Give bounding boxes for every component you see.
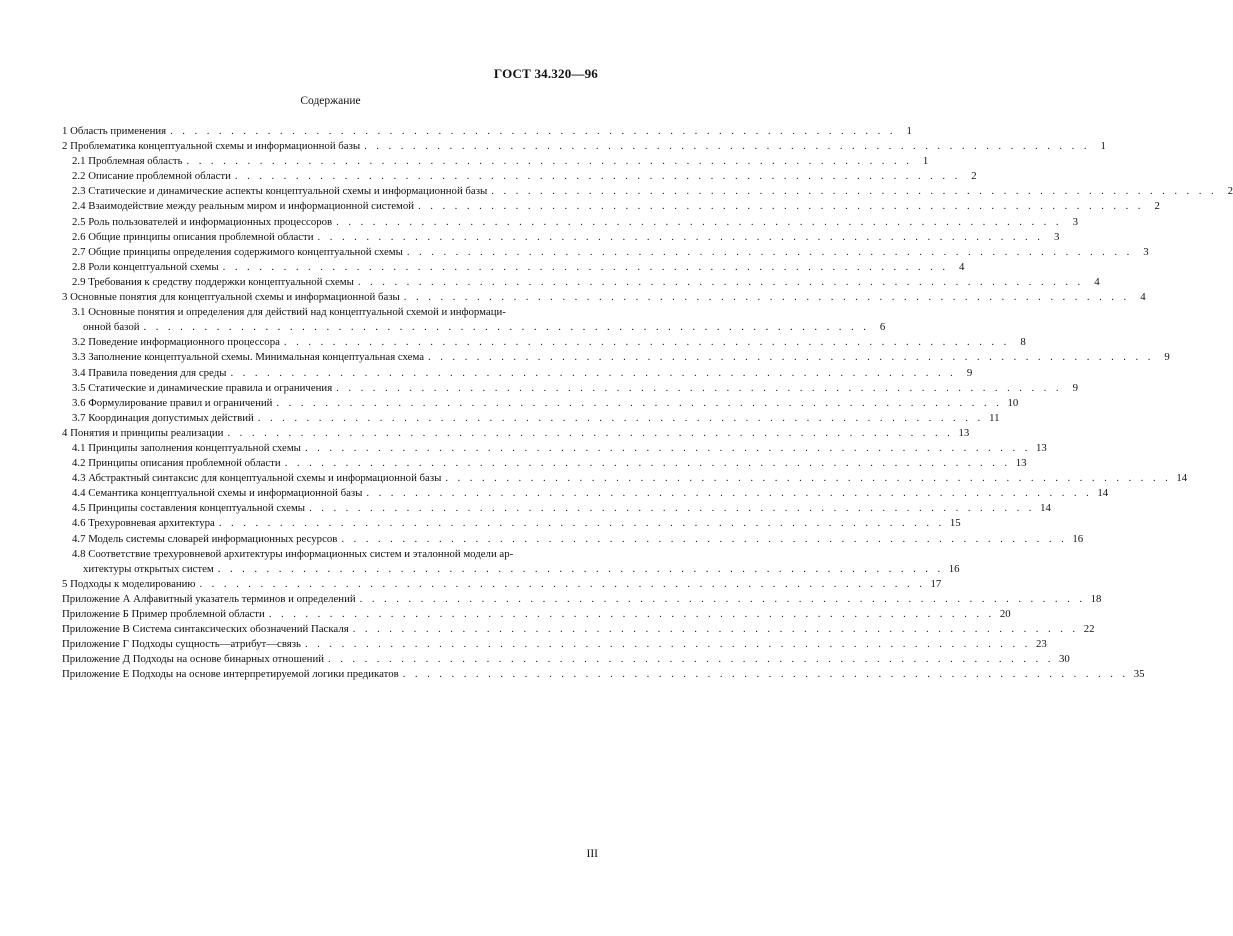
toc-entry-page: 1 xyxy=(1100,140,1106,153)
toc-entry xyxy=(62,124,912,139)
toc-entry xyxy=(62,215,1078,230)
dot-leader: . . . . . . . . . . . . . . . . . . . . . . . . . . . . . . . . . . . . . . . . . . . . . . . . . . . . . . . . . . . . xyxy=(230,366,957,379)
toc-entry-text: Приложение В Система синтаксических обозначений Паскаля xyxy=(62,623,349,636)
toc-entry-page: 3 xyxy=(1053,230,1060,243)
toc-entry xyxy=(62,396,1019,411)
toc-entry xyxy=(62,154,929,169)
toc-entry xyxy=(62,441,1047,456)
dot-leader: . . . . . . . . . . . . . . . . . . . . . . . . . . . . . . . . . . . . . . . . . . . . . . . . . . . . . . . . . . . . xyxy=(309,502,1035,515)
toc-entry xyxy=(62,184,1233,199)
toc-entry xyxy=(62,305,599,320)
toc-entry-text: 2.2 Описание проблемной области xyxy=(72,170,231,183)
toc-entry-page: 2 xyxy=(1227,185,1233,198)
toc-entry xyxy=(62,577,942,592)
toc-entry xyxy=(62,335,1026,350)
dot-leader: . . . . . . . . . . . . . . . . . . . . . . . . . . . . . . . . . . . . . . . . . . . . . . . . . . . . . . . . . . . . xyxy=(284,457,1011,470)
toc-entry xyxy=(62,260,965,275)
dot-leader: . . . . . . . . . . . . . . . . . . . . . . . . . . . . . . . . . . . . . . . . . . . . . . . . . . . . . . . . . . . . xyxy=(304,441,1031,454)
toc-entry-text: 2.3 Статические и динамические аспекты концептуальной схемы и информационной базы xyxy=(72,185,488,198)
toc-entry-page: 17 xyxy=(930,577,942,590)
toc-entry-page: 16 xyxy=(948,562,960,575)
toc-entry xyxy=(62,199,1160,214)
toc-entry-text: 2.4 Взаимодействие между реальным миром и информационной системой xyxy=(72,200,415,213)
dot-leader: . . . . . . . . . . . . . . . . . . . . . . . . . . . . . . . . . . . . . . . . . . . . . . . . . . . . . . . . . . . . xyxy=(317,230,1044,243)
dot-leader: . . . . . . . . . . . . . . . . . . . . . . . . . . . . . . . . . . . . . . . . . . . . . . . . . . . . . . . . . . . . xyxy=(364,140,1090,153)
toc-entry-page: 8 xyxy=(1020,336,1026,349)
toc-entry-text: Приложение Е Подходы на основе интерпретируемой логики предикатов xyxy=(62,668,399,681)
toc-entry-text: 4.8 Соответствие трехуровневой архитектуры информационных систем и эталонной модели ар- xyxy=(72,547,514,560)
dot-leader: . . . . . . . . . . . . . . . . . . . . . . . . . . . . . . . . . . . . . . . . . . . . . . . . . . . . . . . . . . . . xyxy=(276,396,1003,409)
toc-entry-page: 10 xyxy=(1007,396,1019,409)
toc-entry-page: 9 xyxy=(1164,351,1170,364)
dot-leader: . . . . . . . . . . . . . . . . . . . . . . . . . . . . . . . . . . . . . . . . . . . . . . . . . . . . . . . . . . . . xyxy=(227,426,954,439)
toc-entry xyxy=(62,622,1095,637)
toc-entry-text: 2.9 Требования к средству поддержки концептуальной схемы xyxy=(72,275,354,288)
document-code: ГОСТ 34.320—96 xyxy=(493,66,598,81)
toc-entry xyxy=(62,486,1109,501)
toc-entry-text: Приложение Д Подходы на основе бинарных отношений xyxy=(62,653,325,666)
toc-entry-page: 6 xyxy=(879,321,886,334)
dot-leader: . . . . . . . . . . . . . . . . . . . . . . . . . . . . . . . . . . . . . . . . . . . . . . . . . . . . . . . . . . . . xyxy=(304,638,1031,651)
toc-entry xyxy=(62,607,1011,622)
dot-leader: . . . . . . . . . . . . . . . . . . . . . . . . . . . . . . . . . . . . . . . . . . . . . . . . . . . . . . . . . . . . xyxy=(403,291,1130,304)
toc-entry-text: 3.4 Правила поведения для среды xyxy=(72,366,227,379)
toc-entry-text: 4 Понятия и принципы реализации xyxy=(62,426,224,439)
dot-leader: . . . . . . . . . . . . . . . . . . . . . . . . . . . . . . . . . . . . . . . . . . . . . . . . . . . . . . . . . . . . xyxy=(283,336,1010,349)
dot-leader: . . . . . . . . . . . . . . . . . . . . . . . . . . . . . . . . . . . . . . . . . . . . . . . . . . . . . . . . . . . . xyxy=(268,608,995,620)
toc-entry-page: 35 xyxy=(1133,668,1145,681)
toc-entry xyxy=(62,290,1146,305)
toc-entry-text: 3.7 Координация допустимых действий xyxy=(72,411,254,424)
toc-entry-page: 3 xyxy=(1143,245,1149,258)
toc-entry xyxy=(62,230,1060,245)
toc-entry-text: 3.2 Поведение информационного процессора xyxy=(72,336,280,349)
toc-entry-text-continued: хитектуры открытых систем xyxy=(83,562,214,575)
toc-entry-text: 4.6 Трехуровневая архитектура xyxy=(72,517,215,530)
toc-entry xyxy=(62,667,1145,682)
dot-leader: . . . . . . . . . . . . . . . . . . . . . . . . . . . . . . . . . . . . . . . . . . . . . . . . . . . . . . . . . . . . xyxy=(257,411,984,424)
toc-entry xyxy=(62,501,1051,516)
table-of-contents xyxy=(62,124,1233,682)
toc-entry-page: 16 xyxy=(1072,532,1084,545)
toc-entry-text: 3.3 Заполнение концептуальной схемы. Минимальная концептуальная схема xyxy=(72,351,424,364)
toc-entry-text: 3 Основные понятия для концептуальной схемы и информационной базы xyxy=(62,291,400,304)
toc-entry-page: 9 xyxy=(966,366,973,379)
toc-entry xyxy=(62,411,1000,426)
toc-entry xyxy=(62,381,1078,396)
toc-entry-page: 9 xyxy=(1072,381,1078,394)
toc-entry-page: 22 xyxy=(1083,623,1095,636)
toc-entry xyxy=(62,532,1084,547)
dot-leader: . . . . . . . . . . . . . . . . . . . . . . . . . . . . . . . . . . . . . . . . . . . . . . . . . . . . . . . . . . . . xyxy=(186,155,913,168)
toc-entry-page: 15 xyxy=(949,517,961,530)
toc-entry-page: 1 xyxy=(922,155,929,168)
toc-entry xyxy=(62,592,1102,607)
toc-entry xyxy=(62,547,599,562)
dot-leader: . . . . . . . . . . . . . . . . . . . . . . . . . . . . . . . . . . . . . . . . . . . . . . . . . . . . . . . . . . . . xyxy=(418,200,1144,213)
dot-leader: . . . . . . . . . . . . . . . . . . . . . . . . . . . . . . . . . . . . . . . . . . . . . . . . . . . . . . . . . . . . xyxy=(336,381,1062,394)
dot-leader: . . . . . . . . . . . . . . . . . . . . . . . . . . . . . . . . . . . . . . . . . . . . . . . . . . . . . . . . . . . . xyxy=(170,125,896,137)
toc-entry-text: 4.1 Принципы заполнения концептуальной схемы xyxy=(72,441,301,454)
toc-entry-text: 4.5 Принципы составления концептуальной схемы xyxy=(72,502,306,515)
toc-entry-text: 3.5 Статические и динамические правила и ограничения xyxy=(72,381,333,394)
toc-entry-page: 14 xyxy=(1040,502,1051,515)
toc-entry xyxy=(62,366,973,381)
dot-leader: . . . . . . . . . . . . . . . . . . . . . . . . . . . . . . . . . . . . . . . . . . . . . . . . . . . . . . . . . . . . xyxy=(357,275,1084,288)
dot-leader: . . . . . . . . . . . . . . . . . . . . . . . . . . . . . . . . . . . . . . . . . . . . . . . . . . . . . . . . . . . . xyxy=(341,532,1068,545)
toc-entry-page: 30 xyxy=(1059,653,1070,666)
toc-entry-text: Приложение Б Пример проблемной области xyxy=(62,608,265,620)
dot-leader: . . . . . . . . . . . . . . . . . . . . . . . . . . . . . . . . . . . . . . . . . . . . . . . . . . . . . . . . . . . . xyxy=(222,260,949,273)
toc-entry-page: 2 xyxy=(971,170,977,183)
dot-leader: . . . . . . . . . . . . . . . . . . . . . . . . . . . . . . . . . . . . . . . . . . . . . . . . . . . . . . . . . . . . xyxy=(328,653,1054,666)
toc-entry xyxy=(62,139,1106,154)
toc-entry-page: 18 xyxy=(1090,592,1102,605)
dot-leader: . . . . . . . . . . . . . . . . . . . . . . . . . . . . . . . . . . . . . . . . . . . . . . . . . . . . . . . . . . . . xyxy=(445,472,1172,485)
dot-leader: . . . . . . . . . . . . . . . . . . . . . . . . . . . . . . . . . . . . . . . . . . . . . . . . . . . . . . . . . . . . xyxy=(218,517,945,530)
toc-title: Содержание xyxy=(300,95,361,107)
toc-entry-text: Приложение Г Подходы сущность—атрибут—связь xyxy=(62,638,301,651)
toc-entry-page: 13 xyxy=(958,426,970,439)
toc-entry xyxy=(62,652,1070,667)
toc-entry-continuation xyxy=(62,320,886,335)
toc-entry-text: 2.6 Общие принципы описания проблемной области xyxy=(72,230,314,243)
toc-entry-page: 13 xyxy=(1035,441,1047,454)
toc-entry xyxy=(62,516,961,531)
dot-leader: . . . . . . . . . . . . . . . . . . . . . . . . . . . . . . . . . . . . . . . . . . . . . . . . . . . . . . . . . . . . xyxy=(199,577,926,590)
toc-entry xyxy=(62,350,1170,365)
toc-entry xyxy=(62,637,1047,652)
toc-entry-text: 1 Область применения xyxy=(62,125,167,137)
toc-entry-text: 4.7 Модель системы словарей информационных ресурсов xyxy=(72,532,338,545)
toc-entry-text: 4.2 Принципы описания проблемной области xyxy=(72,457,281,470)
dot-leader: . . . . . . . . . . . . . . . . . . . . . . . . . . . . . . . . . . . . . . . . . . . . . . . . . . . . . . . . . . . . xyxy=(359,592,1086,605)
toc-entry-page: 4 xyxy=(1094,275,1100,288)
toc-entry-text: 4.3 Абстрактный синтаксис для концептуальной схемы и информационной базы xyxy=(72,472,442,485)
toc-entry-text: Приложение А Алфавитный указатель терминов и определений xyxy=(62,592,356,605)
dot-leader: . . . . . . . . . . . . . . . . . . . . . . . . . . . . . . . . . . . . . . . . . . . . . . . . . . . . . . . . . . . . xyxy=(217,562,944,575)
dot-leader: . . . . . . . . . . . . . . . . . . . . . . . . . . . . . . . . . . . . . . . . . . . . . . . . . . . . . . . . . . . . xyxy=(406,245,1133,258)
dot-leader: . . . . . . . . . . . . . . . . . . . . . . . . . . . . . . . . . . . . . . . . . . . . . . . . . . . . . . . . . . . . xyxy=(491,185,1218,198)
toc-entry xyxy=(62,471,1188,486)
toc-entry-page: 4 xyxy=(959,260,965,273)
toc-entry xyxy=(62,426,970,441)
toc-entry-page: 14 xyxy=(1176,472,1188,485)
toc-entry-page: 13 xyxy=(1015,457,1027,470)
toc-entry-text: 2.8 Роли концептуальной схемы xyxy=(72,260,219,273)
toc-entry-page: 4 xyxy=(1140,291,1146,304)
toc-entry xyxy=(62,456,1027,471)
toc-entry-page: 3 xyxy=(1072,215,1078,228)
toc-entry-text: 3.6 Формулирование правил и ограничений xyxy=(72,396,273,409)
dot-leader: . . . . . . . . . . . . . . . . . . . . . . . . . . . . . . . . . . . . . . . . . . . . . . . . . . . . . . . . . . . . xyxy=(234,170,961,183)
page-number: III xyxy=(586,848,598,860)
toc-entry-text: 2 Проблематика концептуальной схемы и информационной базы xyxy=(62,140,361,153)
toc-entry-text: 5 Подходы к моделированию xyxy=(62,577,196,590)
toc-entry xyxy=(62,245,1149,260)
toc-entry-page: 14 xyxy=(1097,487,1109,500)
toc-entry-text: 2.1 Проблемная область xyxy=(72,155,183,168)
dot-leader: . . . . . . . . . . . . . . . . . . . . . . . . . . . . . . . . . . . . . . . . . . . . . . . . . . . . . . . . . . . . xyxy=(336,215,1062,228)
toc-entry-text: 2.7 Общие принципы определения содержимого концептуальной схемы xyxy=(72,245,403,258)
dot-leader: . . . . . . . . . . . . . . . . . . . . . . . . . . . . . . . . . . . . . . . . . . . . . . . . . . . . . . . . . . . . xyxy=(143,321,870,334)
toc-entry-text: 3.1 Основные понятия и определения для действий над концептуальной схемой и информаци- xyxy=(72,306,506,319)
toc-entry-page: 11 xyxy=(989,411,1000,424)
dot-leader: . . . . . . . . . . . . . . . . . . . . . . . . . . . . . . . . . . . . . . . . . . . . . . . . . . . . . . . . . . . . xyxy=(366,487,1093,500)
toc-entry-continuation xyxy=(62,562,960,577)
dot-leader: . . . . . . . . . . . . . . . . . . . . . . . . . . . . . . . . . . . . . . . . . . . . . . . . . . . . . . . . . . . . xyxy=(352,623,1079,636)
toc-entry xyxy=(62,169,977,184)
toc-entry-page: 2 xyxy=(1154,200,1160,213)
toc-entry-page: 20 xyxy=(999,608,1011,620)
toc-entry-text-continued: онной базой xyxy=(83,321,140,334)
toc-entry-text: 4.4 Семантика концептуальной схемы и информационной базы xyxy=(72,487,363,500)
toc-entry xyxy=(62,275,1100,290)
toc-entry-page: 23 xyxy=(1035,638,1047,651)
toc-entry-page: 1 xyxy=(906,125,912,137)
dot-leader: . . . . . . . . . . . . . . . . . . . . . . . . . . . . . . . . . . . . . . . . . . . . . . . . . . . . . . . . . . . . xyxy=(428,351,1154,364)
dot-leader: . . . . . . . . . . . . . . . . . . . . . . . . . . . . . . . . . . . . . . . . . . . . . . . . . . . . . . . . . . . . xyxy=(402,668,1129,681)
toc-entry-text: 2.5 Роль пользователей и информационных процессоров xyxy=(72,215,333,228)
